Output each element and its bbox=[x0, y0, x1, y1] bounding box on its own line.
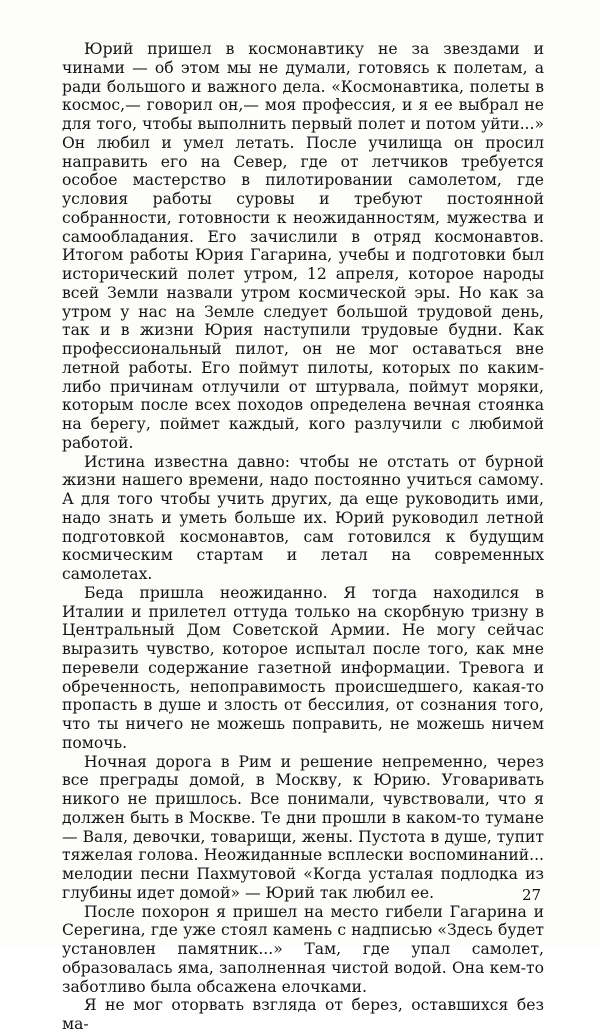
paragraph-1: Юрий пришел в космонавтику не за звездами и чинами — об этом мы не думали, готовясь к полетам, а ради большого и важного дела. «Космонавтика, полеты в космос,— говорил он,— моя профессия, и я ее выбрал не для того, чтобы выполнить первый полет и потом уйти...» Он любил и умел летать. После училища он просил направить его на Север, где от летчиков требуется особое мастерство в пилотировании самолетом, где условия работы суровы и требуют постоянной собранности, готовности к неожиданностям, мужества и самообладания. Его зачислили в отряд космонавтов. Итогом работы Юрия Гагарина, учебы и подготовки был исторический полет утром, 12 апреля, которое народы всей Земли назвали утром космической эры. Но как за утром у нас на Земле следует большой трудовой день, так и в жизни Юрия наступили трудовые будни. Как профессиональный пилот, он не мог оставаться вне летной работы. Его поймут пилоты, которых по каким-либо причинам отлучили от штурвала, поймут моряки, которым после всех походов определена вечная стоянка на берегу, поймет каждый, кого разлучили с любимой работой. bbox=[62, 40, 544, 452]
paragraph-5: После похорон я пришел на место гибели Гагарина и Серегина, где уже стоял камень с надписью «Здесь будет установлен памятник...» Там, где упал самолет, образовалась яма, заполненная чистой водой. Она кем-то заботливо была обсажена елочками. bbox=[62, 902, 544, 996]
paragraph-4: Ночная дорога в Рим и решение непременно, через все преграды домой, в Москву, к Юрию. Уговаривать никого не пришлось. Все понимали, чувствовали, что я должен быть в Москве. Те дни прошли в каком-то тумане — Валя, девочки, товарищи, жены. Пустота в душе, тупит тяжелая голова. Неожиданные всплески воспоминаний... мелодии песни Пахмутовой «Когда усталая подлодка из глубины идет домой» — Юрий так любил ее. bbox=[62, 752, 544, 902]
paragraph-2: Истина известна давно: чтобы не отстать от бурной жизни нашего времени, надо постоянно учиться самому. А для того чтобы учить других, да еще руководить ими, надо знать и уметь больше их. Юрий руководил летной подготовкой космонавтов, сам готовился к будущим космическим стартам и летал на современных самолетах. bbox=[62, 452, 544, 583]
page-number: 27 bbox=[522, 886, 542, 904]
paragraph-6: Я не мог оторвать взгляда от берез, оставшихся без ма- bbox=[62, 996, 544, 1033]
body-text bbox=[62, 40, 544, 1034]
paragraph-3: Беда пришла неожиданно. Я тогда находился в Италии и прилетел оттуда только на скорбную тризну в Центральный Дом Советской Армии. Не могу сейчас выразить чувство, которое испытал после того, как мне перевели содержание газетной информации. Тревога и обреченность, непоправимость происшедшего, какая-то пропасть в душе и злость от бессилия, от сознания того, что ты ничего не можешь поправить, не можешь ничем помочь. bbox=[62, 583, 544, 752]
